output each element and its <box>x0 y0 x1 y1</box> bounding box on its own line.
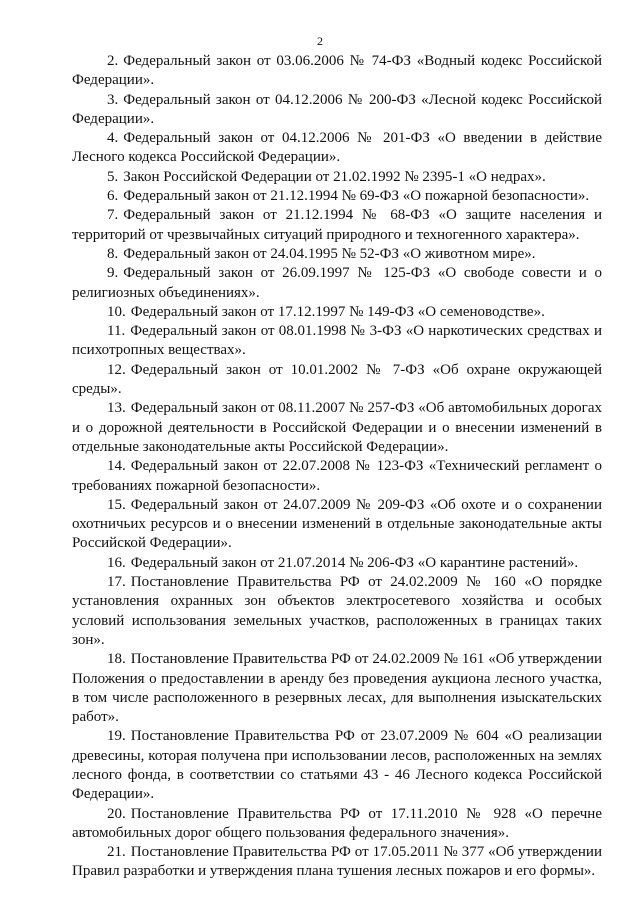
item-number: 2. <box>107 53 119 69</box>
item-number: 21. <box>107 844 126 861</box>
item-number: 8. <box>107 245 119 262</box>
item-number: 10. <box>107 303 126 320</box>
item-text: Постановление Правительства РФ от 24.02.2009 № 160 «О порядке установления охранных зон объектов электросетевого хозяйства и особых условий использования земельных участков, расположенных в границах таких зон». <box>72 574 602 648</box>
item-number: 18. <box>107 651 126 668</box>
item-number: 14. <box>107 458 126 475</box>
item-number: 13. <box>107 400 126 417</box>
item-text: Постановление Правительства РФ от 17.11.2010 № 928 «О перечне автомобильных дорог общего пользования федерального значения». <box>72 805 602 841</box>
item-number: 5. <box>107 168 119 185</box>
item-number: 6. <box>107 188 119 205</box>
item-text: Федеральный закон от 24.07.2009 № 209-ФЗ «Об охоте и о сохранении охотничьих ресурсов и о внесении изменений в отдельные законодательные акты Российской Федерации». <box>72 496 602 552</box>
item-text: Закон Российской Федерации от 21.02.1992 № 2395-1 «О недрах». <box>123 168 546 185</box>
list-item <box>72 843 602 882</box>
item-text: Постановление Правительства РФ от 23.07.2009 № 604 «О реализации древесины, которая получена при использовании лесов, расположенных на землях лесного фонда, в соответствии со статьями 43 - 46 Лесного кодекса Российской Федерации». <box>72 728 602 803</box>
list-item <box>72 168 602 187</box>
item-number: 9. <box>107 265 119 282</box>
list-item <box>72 399 602 457</box>
list-item <box>72 457 602 496</box>
item-number: 4. <box>107 130 119 147</box>
item-text: Постановление Правительства РФ от 17.05.2011 № 377 «Об утверждении Правил разработки и утверждения плана тушения лесных пожаров и его формы». <box>72 844 602 880</box>
list-item <box>72 91 602 130</box>
list-item <box>72 361 602 400</box>
item-text: Федеральный закон от 03.06.2006 № 74-ФЗ «Водный кодекс Российской Федерации». <box>72 53 602 89</box>
list-item <box>72 129 602 168</box>
item-text: Федеральный закон от 04.12.2006 № 200-ФЗ «Лесной кодекс Российской Федерации». <box>72 91 602 127</box>
page-number: 2 <box>317 34 323 48</box>
item-number: 7. <box>107 207 119 224</box>
legal-acts-list <box>72 52 602 882</box>
item-number: 16. <box>107 554 126 571</box>
item-number: 19. <box>107 728 126 745</box>
item-text: Федеральный закон от 26.09.1997 № 125-ФЗ «О свободе совести и о религиозных объединениях». <box>72 265 602 301</box>
list-item <box>72 322 602 361</box>
item-number: 11. <box>107 323 126 340</box>
item-text: Федеральный закон от 21.12.1994 № 69-ФЗ «О пожарной безопасности». <box>123 188 590 205</box>
list-item <box>72 554 602 573</box>
list-item <box>72 650 602 727</box>
item-number: 15. <box>107 496 126 513</box>
item-text: Федеральный закон от 08.11.2007 № 257-ФЗ «Об автомобильных дорогах и о дорожной деятельности в Российской Федерации и о внесении изменений в отдельные законодательные акты Российской Федерации». <box>72 400 602 455</box>
list-item <box>72 264 602 303</box>
list-item <box>72 496 602 554</box>
list-item <box>72 206 602 245</box>
list-item <box>72 187 602 206</box>
list-item <box>72 727 602 804</box>
item-text: Федеральный закон от 04.12.2006 № 201-ФЗ «О введении в действие Лесного кодекса Российской Федерации». <box>72 130 602 166</box>
list-item <box>72 573 602 650</box>
item-text: Федеральный закон от 21.07.2014 № 206-ФЗ «О карантине растений». <box>130 554 579 571</box>
item-text: Федеральный закон от 08.01.1998 № 3-ФЗ «О наркотических средствах и психотропных веществах». <box>72 323 602 359</box>
list-item <box>72 805 602 844</box>
list-item <box>72 303 602 322</box>
item-number: 12. <box>107 361 126 378</box>
item-text: Федеральный закон от 24.04.1995 № 52-ФЗ «О животном мире». <box>123 245 536 262</box>
list-item <box>72 52 602 91</box>
item-number: 17. <box>107 574 126 591</box>
item-text: Федеральный закон от 17.12.1997 № 149-ФЗ «О семеноводстве». <box>130 303 545 320</box>
item-text: Федеральный закон от 21.12.1994 № 68-ФЗ «О защите населения и территорий от чрезвычайных ситуаций природного и техногенного характера». <box>72 207 602 243</box>
list-item <box>72 245 602 264</box>
item-text: Федеральный закон от 22.07.2008 № 123-ФЗ «Технический регламент о требованиях пожарной безопасности». <box>72 458 602 494</box>
item-text: Федеральный закон от 10.01.2002 № 7-ФЗ «Об охране окружающей среды». <box>72 361 602 398</box>
item-number: 3. <box>107 91 119 108</box>
item-number: 20. <box>107 805 126 822</box>
item-text: Постановление Правительства РФ от 24.02.2009 № 161 «Об утверждении Положения о предоставлении в аренду без проведения аукциона лесного участка, в том числе расположенного в резервных лесах, для выполнения изыскательских работ». <box>72 651 602 726</box>
